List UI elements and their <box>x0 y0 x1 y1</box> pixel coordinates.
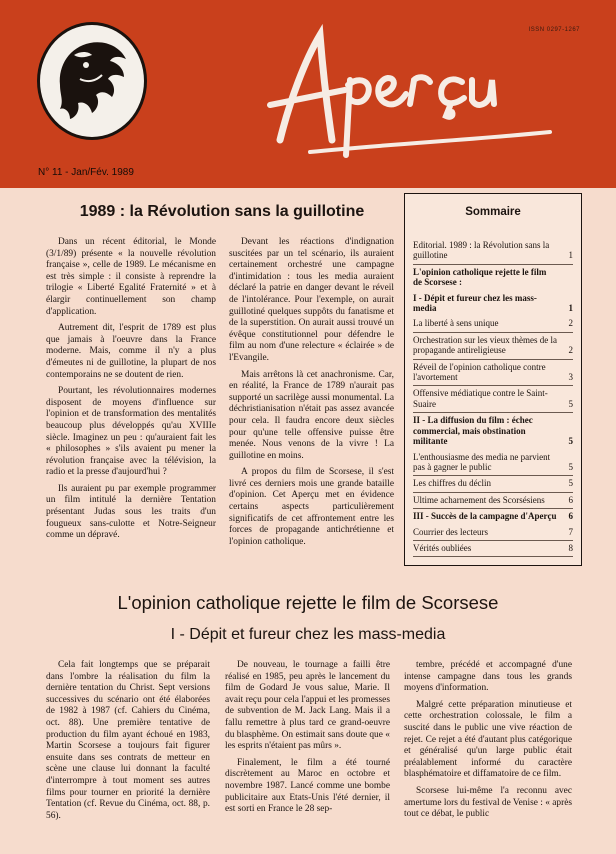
sommaire-item-title: Les chiffres du déclin <box>413 478 492 489</box>
article-column-1 <box>46 660 210 827</box>
sommaire-item-page: 1 <box>568 250 573 261</box>
paragraph: De nouveau, le tournage a failli être réalisé en 1985, peu après le lancement du film de Godard Je vous salue, Marie. Il avait reçu pour cela l'appui et les promesses de subvention de M. Jack Lang. Mais il a fallu remettre à plus tard ce grand-oeuvre du blasphème. On estimait sans doute que « les esprits n'étaient pas mûrs ». <box>225 660 390 752</box>
issue-number: N° 11 - Jan/Fév. 1989 <box>38 167 134 178</box>
issn-number: ISSN 0297-1267 <box>528 27 580 33</box>
sommaire-item <box>413 450 573 477</box>
sommaire-item-page: 7 <box>568 526 573 537</box>
sommaire-item-page: 5 <box>568 461 573 472</box>
sommaire-item <box>413 360 573 387</box>
sommaire-title: Sommaire <box>465 206 521 218</box>
article-column-3 <box>404 660 572 826</box>
editorial-left-column <box>46 237 216 547</box>
sommaire-item-title: Ultime acharnement des Scorsésiens <box>413 494 545 505</box>
paragraph: Autrement dit, l'esprit de 1789 est plus que jamais à l'oeuvre dans la France moderne. Mais, comme il n'y a plus d'émeutes ni de guillotine, la plupart de nos contemporains ne se doutent de rien. <box>46 323 216 380</box>
sommaire-item-title: II - La diffusion du film : échec commercial, mais obstination militante <box>413 415 533 447</box>
masthead-banner <box>0 0 616 188</box>
sommaire-item <box>413 541 573 557</box>
sommaire-item <box>413 386 573 413</box>
sommaire-item <box>413 238 573 265</box>
sommaire-item-title: La liberté à sens unique <box>413 318 499 329</box>
sommaire-item <box>413 265 573 291</box>
article-column-2 <box>225 660 390 821</box>
paragraph: Cela fait longtemps que se préparait dans l'ombre la réalisation du film la dernière tentation du Christ. Sept versions successives du scénario ont été élaborées de 1982 à 1987 (cf. Cahiers du Cinéma, oct. 88). Une première tentative de production du film ayant échoué en 1983, Martin Scorsese a toujours fait figurer ensuite dans ses contrats de metteur en scène une clause lui donnant la faculté d'interrompre à tout moment ses autres films pour tourner en priorité la dernière Tentation (cf. Revue du Cinéma, oct. 88, p. 56). <box>46 660 210 821</box>
sommaire-item-title: Orchestration sur les vieux thèmes de la propagande antireligieuse <box>413 334 557 356</box>
sommaire-item <box>413 316 573 332</box>
sommaire-item-page: 1 <box>568 303 573 314</box>
sommaire-item-page: 2 <box>568 345 573 356</box>
lion-logo-icon <box>37 22 147 140</box>
sommaire-item <box>413 509 573 524</box>
paragraph: Dans un récent éditorial, le Monde (3/1/89) présente « la nouvelle révolution française », celle de 1989. Le mécanisme en est très simple : il consiste à reprendre la trilogie « Liberté Egalité Fraternité » et à élargir continuellement son champ d'application. <box>46 237 216 317</box>
sommaire-item-title: Réveil de l'opinion catholique contre l'avortement <box>413 361 546 383</box>
sommaire-item-title: L'opinion catholique rejette le film de Scorsese : <box>413 266 547 288</box>
paragraph: tembre, précédé et accompagné d'une intense campagne dans tous les grands moyens d'information. <box>404 660 572 694</box>
sommaire-item-title: Editorial. 1989 : la Révolution sans la guillotine <box>413 240 550 261</box>
sommaire-item-page: 8 <box>568 542 573 553</box>
paragraph: Pourtant, les révolutionnaires modernes disposent de moyens d'influence sur l'opinion et de transformation des mentalités beaucoup plus développés qu'au XVIIIe siècle. Imaginez un peu : qu'auraient fait les « philosophes » s'ils avaient pu mener la révolution française avec la télévision, la radio et la presse d'aujourd'hui ? <box>46 386 216 478</box>
sommaire-item-page: 5 <box>568 398 573 409</box>
paragraph: Finalement, le film a été tourné discrètement au Maroc en octobre et novembre 1987. Lancé comme une bombe publicitaire aux Etats-Unis l'été dernier, il est sorti en France le 28 sep- <box>225 757 390 815</box>
sommaire-item-title: I - Dépit et fureur chez les mass-media <box>413 292 537 314</box>
sommaire-item-page: 5 <box>568 478 573 489</box>
editorial-right-column <box>229 237 394 553</box>
sommaire-item-page: 6 <box>568 511 573 522</box>
paragraph: Malgré cette préparation minutieuse et cette orchestration colossale, le film a suscité dans le public une vive réaction de rejet. Ce rejet a été d'autant plus catégorique et généralisé qu'un large public était préalablement informé du caractère blasphématoire et diffamatoire de ce film. <box>404 699 572 780</box>
sommaire-item-page: 2 <box>568 318 573 329</box>
sommaire-list <box>405 238 581 557</box>
sommaire-item <box>413 476 573 492</box>
sommaire-item <box>413 291 573 317</box>
sommaire-box <box>404 193 582 566</box>
sommaire-item-page: 5 <box>568 436 573 447</box>
paragraph: Mais arrêtons là cet anachronisme. Car, en réalité, la France de 1789 n'aurait pas supporté un sacrilège aussi monumental. La déchristianisation n'était pas assez avancée pour cela. Il faudra encore deux siècles pour qu'une telle offensive puisse être menée. Nous venons de la vivre ! La guillotine en moins. <box>229 369 394 461</box>
paragraph: Devant les réactions d'indignation suscitées par un tel scénario, ils auraient certainement orchestré une campagne d'intimidation : tous les media auraient déclaré la patrie en danger devant le réveil de l'intolérance. Pour l'exemple, on aurait guillotiné quelques suppôts du fanatisme et de la superstition. On aurait aussi trouvé un évêque constitutionnel pour défendre le film au nom d'une relecture « éclairée » de l'Evangile. <box>229 237 394 363</box>
sommaire-item <box>413 333 573 360</box>
sommaire-item <box>413 493 573 509</box>
sommaire-item-page: 6 <box>568 494 573 505</box>
paragraph: A propos du film de Scorsese, il s'est livré ces derniers mois une grande bataille d'opinion. Cet Aperçu met en évidence certains aspects particulièrement significatifs de cet affrontement entre les forces de propagande antichrétienne et l'opinion catholique. <box>229 467 394 547</box>
sommaire-item-title: L'enthousiasme des media ne parvient pas à gagner le public <box>413 451 551 472</box>
article-subheadline: I - Dépit et fureur chez les mass-media <box>170 626 446 643</box>
sommaire-item-title: Courrier des lecteurs <box>413 526 488 537</box>
aperçu-title-logo <box>250 7 590 160</box>
article-headline: L'opinion catholique rejette le film de Scorsese <box>117 592 499 613</box>
paragraph: Ils auraient pu par exemple programmer un film intitulé la dernière Tentation présentant Judas sous les traits d'un fougueux sans-culotte et Notre-Seigneur comme un dépravé. <box>46 483 216 541</box>
sommaire-item-title: III - Succès de la campagne d'Aperçu <box>413 511 557 522</box>
editorial-headline: 1989 : la Révolution sans la guillotine <box>79 203 365 220</box>
sommaire-item-page: 3 <box>568 372 573 383</box>
sommaire-item-title: Vérités oubliées <box>413 542 472 553</box>
sommaire-item <box>413 413 573 449</box>
masthead-title: Aperçu <box>250 7 298 24</box>
sommaire-item <box>413 525 573 541</box>
sommaire-item-title: Offensive médiatique contre le Saint-Suaire <box>413 388 548 409</box>
paragraph: Scorsese lui-même l'a reconnu avec amertume lors du festival de Venise : « après tout ce débat, le public <box>404 785 573 820</box>
